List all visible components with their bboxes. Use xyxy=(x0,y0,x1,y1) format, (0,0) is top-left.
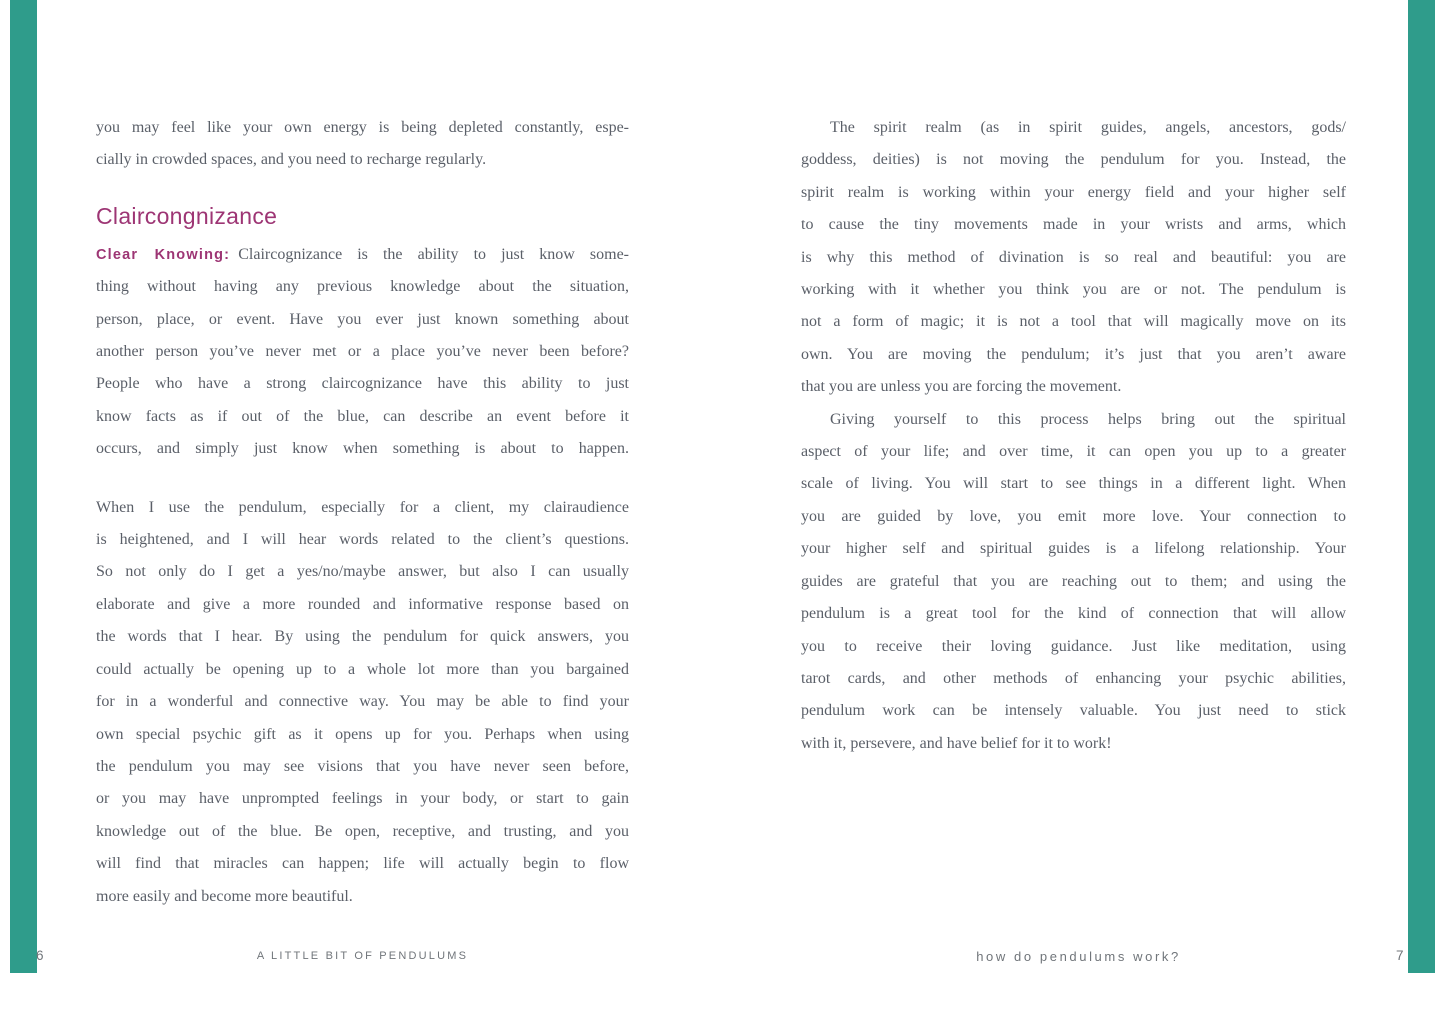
text-line: not a form of magic; it is not a tool that will magically move on its xyxy=(801,313,1346,331)
text-line: more easily and become more beautiful. xyxy=(96,887,353,905)
text-line: know facts as if out of the blue, can describe an event before it xyxy=(96,407,629,425)
clear-knowing-lines xyxy=(96,271,629,465)
text-line: So not only do I get a yes/no/maybe answer, but also I can usually xyxy=(96,563,629,581)
text-line: cially in crowded spaces, and you need to recharge regularly. xyxy=(96,151,487,169)
giving-yourself-paragraph xyxy=(801,404,1346,760)
text-line: that you are unless you are forcing the movement. xyxy=(801,378,1122,396)
pendulum-experience-paragraph xyxy=(96,492,629,913)
text-line: person, place, or event. Have you ever just known something about xyxy=(96,310,629,328)
text-line: knowledge out of the blue. Be open, receptive, and trusting, and you xyxy=(96,822,629,840)
text-line: will find that miracles can happen; life will actually begin to flow xyxy=(96,855,629,873)
text-line: Giving yourself to this process helps bring out the spiritual xyxy=(830,410,1346,428)
section-heading: Claircongnizance xyxy=(96,202,278,229)
left-page-number: 6 xyxy=(36,948,44,963)
text-line: scale of living. You will start to see things in a different light. When xyxy=(801,475,1346,493)
right-page-text-column xyxy=(801,112,1346,760)
text-line: is why this method of divination is so real and beautiful: you are xyxy=(801,248,1346,266)
labelled-first-line xyxy=(96,239,629,271)
clear-knowing-paragraph xyxy=(96,239,629,466)
text-line: you are guided by love, you emit more love. Your connection to xyxy=(801,507,1346,525)
text-line: pendulum work can be intensely valuable. You just need to stick xyxy=(801,702,1346,720)
clear-knowing-label: Clear Knowing: xyxy=(96,246,231,263)
text-line: with it, persevere, and have belief for it to work! xyxy=(801,734,1112,752)
text-line: your higher self and spiritual guides is a lifelong relationship. Your xyxy=(801,540,1346,558)
text-line: could actually be opening up to a whole lot more than you bargained xyxy=(96,660,629,678)
left-page-text-column xyxy=(96,112,629,913)
text-line: aspect of your life; and over time, it can open you up to a greater xyxy=(801,443,1346,461)
text-line: another person you’ve never met or a place you’ve never been before? xyxy=(96,343,629,361)
text-line: When I use the pendulum, especially for a client, my clairaudience xyxy=(96,498,629,516)
text-line: you to receive their loving guidance. Just like meditation, using xyxy=(801,637,1346,655)
text-line: occurs, and simply just know when something is about to happen. xyxy=(96,440,629,458)
text-line: tarot cards, and other methods of enhancing your psychic abilities, xyxy=(801,669,1346,687)
text-line: own special psychic gift as it opens up for you. Perhaps when using xyxy=(96,725,629,743)
spirit-realm-paragraph xyxy=(801,112,1346,404)
text-line: spirit realm is working within your energy field and your higher self xyxy=(801,183,1346,201)
text-line: is heightened, and I will hear words related to the client’s questions. xyxy=(96,531,629,549)
text-line: working with it whether you think you are or not. The pendulum is xyxy=(801,281,1346,299)
intro-paragraph xyxy=(96,112,629,177)
text-line: or you may have unprompted feelings in your body, or start to gain xyxy=(96,790,629,808)
text-line: the pendulum you may see visions that you have never seen before, xyxy=(96,757,629,775)
text-line: The spirit realm (as in spirit guides, angels, ancestors, gods/ xyxy=(830,119,1346,136)
text-line: for in a wonderful and connective way. You may be able to find your xyxy=(96,693,629,711)
text-line: pendulum is a great tool for the kind of connection that will allow xyxy=(801,605,1346,623)
text-line: guides are grateful that you are reaching out to them; and using the xyxy=(801,572,1346,590)
text-line: own. You are moving the pendulum; it’s just that you aren’t aware xyxy=(801,345,1346,363)
text-line: goddess, deities) is not moving the pendulum for you. Instead, the xyxy=(801,151,1346,169)
text-line: to cause the tiny movements made in your wrists and arms, which xyxy=(801,216,1346,234)
right-page-number: 7 xyxy=(1396,948,1404,963)
text-line: People who have a strong claircognizance have this ability to just xyxy=(96,375,629,393)
labelled-line-text: Claircognizance is the ability to just know some- xyxy=(238,245,630,263)
text-line: the words that I hear. By using the pendulum for quick answers, you xyxy=(96,628,629,646)
text-line: you may feel like your own energy is being depleted constantly, espe- xyxy=(96,119,629,136)
right-running-footer: how do pendulums work? xyxy=(976,949,1181,964)
text-line: elaborate and give a more rounded and informative response based on xyxy=(96,595,629,613)
left-page-edge-band xyxy=(10,0,37,973)
right-page-edge-band xyxy=(1408,0,1435,973)
left-running-footer: A LITTLE BIT OF PENDULUMS xyxy=(256,950,469,962)
text-line: thing without having any previous knowledge about the situation, xyxy=(96,278,629,296)
